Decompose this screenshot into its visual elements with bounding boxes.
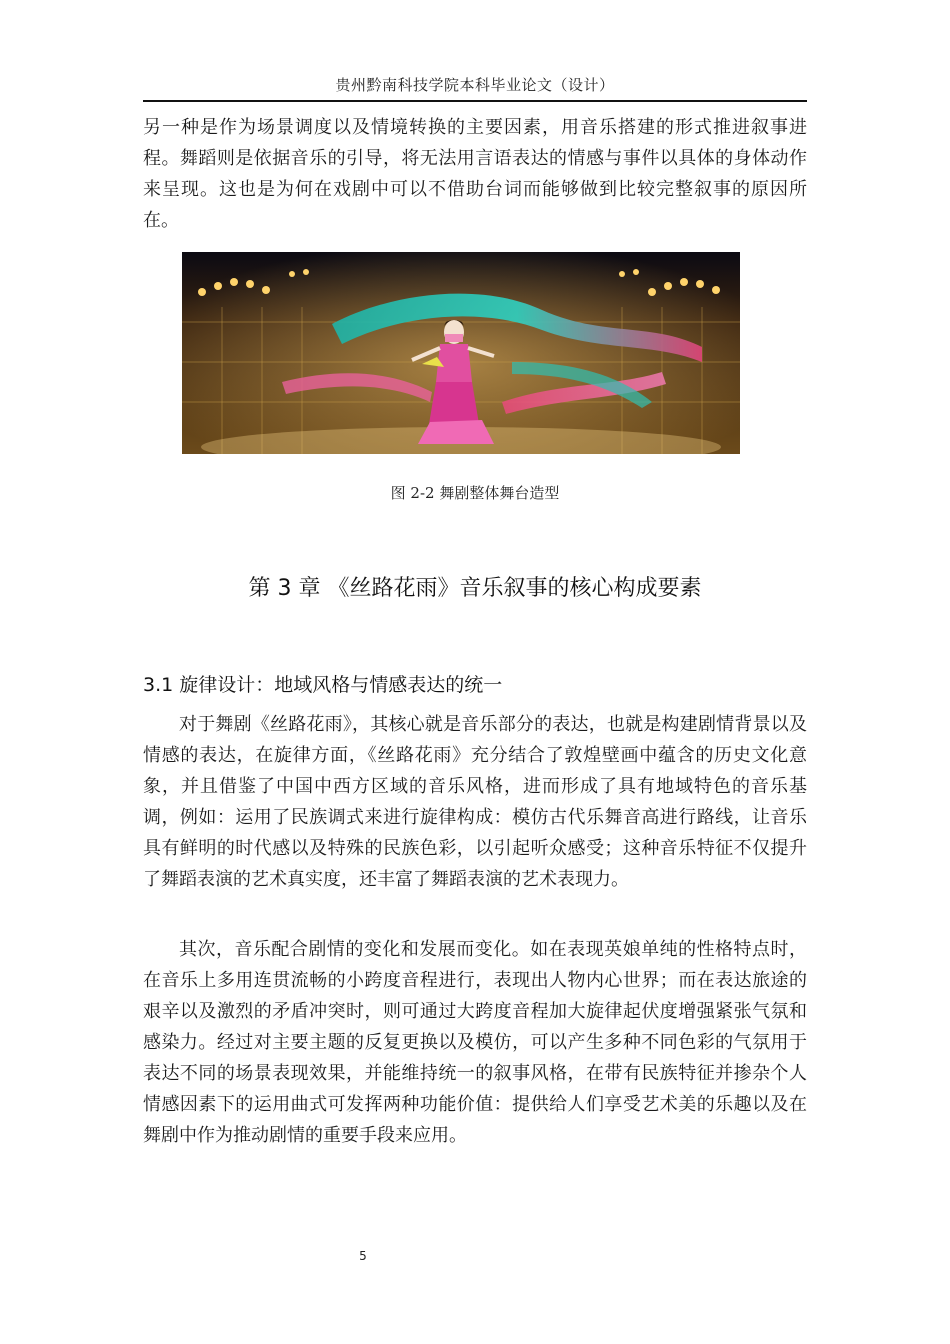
body-paragraph-melody-2: 其次，音乐配合剧情的变化和发展而变化。如在表现英娘单纯的性格特点时，在音乐上多用连贯流畅的小跨度音程进行，表现出人物内心世界；而在表达旅途的艰辛以及激烈的矛盾冲突时，则可通过大跨度音程加大旋律起伏度增强紧张气氛和感染力。经过对主要主题的反复更换以及模仿，可以产生多种不同色彩的气氛用于表达不同的场景表现效果，并能维持统一的叙事风格，在带有民族特征并掺杂个人情感因素下的运用曲式可发挥两种功能价值：提供给人们享受艺术美的乐趣以及在舞剧中作为推动剧情的重要手段来应用。 <box>143 939 807 1146</box>
figure-caption: 图 2-2 舞剧整体舞台造型 <box>390 484 560 502</box>
chapter-title: 第 3 章 《丝路花雨》音乐叙事的核心构成要素 <box>248 576 702 601</box>
page-number: 5 <box>359 1249 367 1263</box>
stage-photo-figure <box>182 252 740 454</box>
body-paragraph-intro: 另一种是作为场景调度以及情境转换的主要因素，用音乐搭建的形式推进叙事进程。舞蹈则是依据音乐的引导，将无法用言语表达的情感与事件以具体的身体动作来呈现。这也是为何在戏剧中可以不借助台词而能够做到比较完整叙事的原因所在。 <box>143 117 807 231</box>
running-header: 贵州黔南科技学院本科毕业论文（设计） <box>335 76 615 94</box>
body-paragraph-melody-1: 对于舞剧《丝路花雨》，其核心就是音乐部分的表达，也就是构建剧情背景以及情感的表达，在旋律方面，《丝路花雨》充分结合了敦煌壁画中蕴含的历史文化意象，并且借鉴了中国中西方区域的音乐风格，进而形成了具有地域特色的音乐基调，例如：运用了民族调式来进行旋律构成：模仿古代乐舞音高进行路线，让音乐具有鲜明的时代感以及特殊的民族色彩，以引起听众感受；这种音乐特征不仅提升了舞蹈表演的艺术真实度，还丰富了舞蹈表演的艺术表现力。 <box>143 714 807 890</box>
header-divider <box>143 100 807 102</box>
section-title: 3.1 旋律设计：地域风格与情感表达的统一 <box>143 674 503 696</box>
dance-stage-image <box>182 252 740 454</box>
